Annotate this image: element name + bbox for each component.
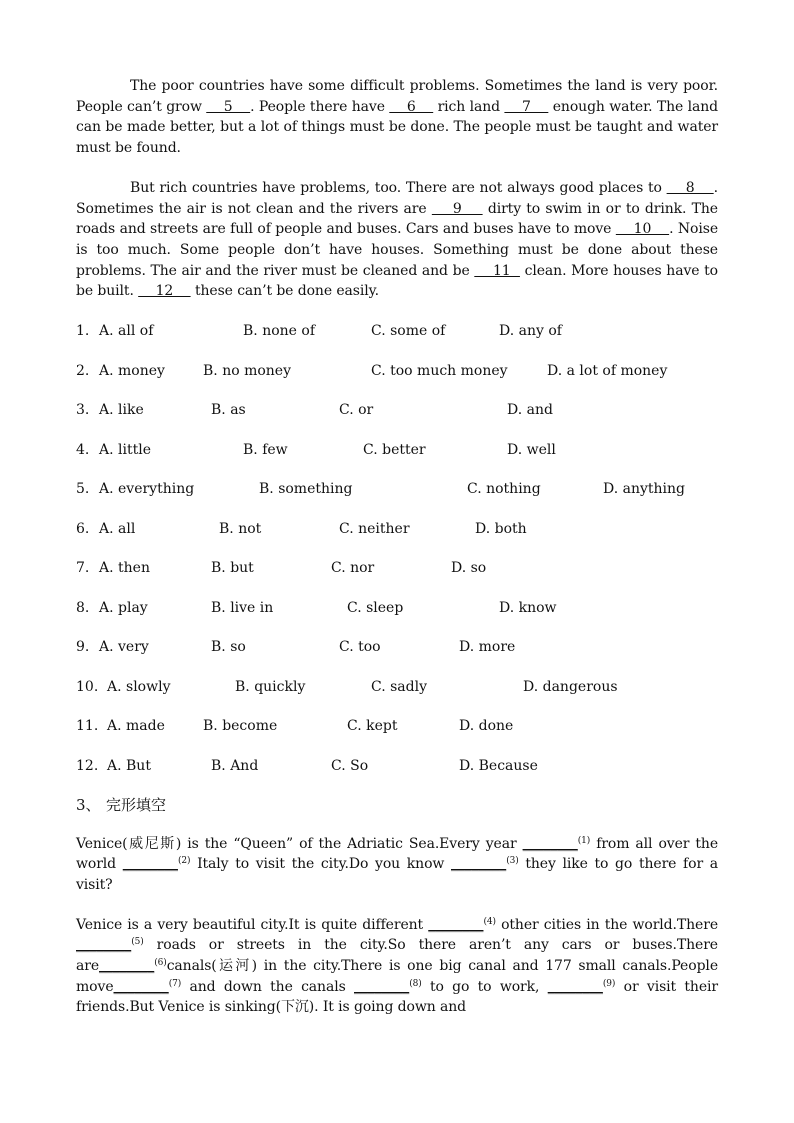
option-d[interactable]: D. well: [507, 441, 556, 458]
option-row-3: [76, 400, 718, 420]
option-a[interactable]: A. slowly: [107, 678, 171, 695]
blank-number: (4): [483, 916, 496, 927]
option-b[interactable]: B. become: [203, 718, 278, 735]
blank-number: (9): [602, 978, 616, 989]
blank-number: (3): [506, 856, 519, 867]
option-row-9: [76, 637, 718, 657]
option-number: 3.: [76, 402, 90, 419]
option-row-5: [76, 479, 718, 499]
text: But rich countries have problems, too. There are not always good places to: [130, 179, 667, 196]
option-a[interactable]: A. But: [107, 757, 151, 774]
blank-number: (1): [577, 835, 591, 846]
blank-number: (7): [168, 978, 182, 989]
option-row-11: [76, 716, 718, 736]
text: dirty to swim in or to drink. The roads and streets are full of people and buses. Cars and buses have to move: [76, 200, 718, 238]
passage1-paragraph1: [76, 76, 718, 159]
passage2-paragraph2: [76, 915, 718, 1019]
option-number: 1.: [76, 323, 90, 340]
text: enough water. The land can be made better, but a lot of things must be done. The people must be taught and water must be found.: [76, 98, 718, 157]
option-d[interactable]: D. a lot of money: [547, 362, 668, 379]
option-d[interactable]: D. Because: [459, 757, 538, 774]
text: clean. More houses have to be built.: [76, 262, 718, 300]
blank-8b[interactable]: ________: [354, 978, 410, 995]
option-row-10: [76, 677, 718, 697]
passage1-paragraph2: [76, 178, 718, 302]
option-number: 4.: [76, 441, 90, 458]
option-b[interactable]: B. And: [211, 757, 259, 774]
option-a[interactable]: A. made: [107, 718, 165, 735]
option-a[interactable]: A. then: [99, 560, 150, 577]
text: . Noise is too much. Some people don’t have houses. Something must be done about these problems. The air and the river must be cleaned and be: [76, 221, 719, 279]
option-a[interactable]: A. play: [99, 599, 148, 616]
passage2-paragraph1: [76, 834, 718, 896]
option-number: 6.: [76, 520, 90, 537]
option-c[interactable]: C. or: [339, 402, 374, 419]
option-row-1: [76, 321, 718, 341]
option-number: 11.: [76, 718, 99, 735]
option-row-4: [76, 440, 718, 460]
option-d[interactable]: D. and: [507, 402, 553, 419]
option-number: 9.: [76, 639, 90, 656]
blank-11[interactable]: 11: [474, 262, 520, 279]
option-a[interactable]: A. money: [99, 362, 165, 379]
option-c[interactable]: C. sadly: [371, 678, 427, 695]
option-b[interactable]: B. live in: [211, 599, 274, 616]
option-d[interactable]: D. both: [475, 520, 527, 537]
option-number: 12.: [76, 757, 99, 774]
blank-number: (2): [177, 856, 191, 867]
option-c[interactable]: C. nor: [331, 560, 375, 577]
section-number: 3、: [76, 795, 101, 814]
option-b[interactable]: B. few: [243, 441, 288, 458]
option-row-8: [76, 598, 718, 618]
option-number: 10.: [76, 678, 99, 695]
option-c[interactable]: C. nothing: [467, 481, 541, 498]
option-number: 5.: [76, 481, 90, 498]
option-b[interactable]: B. quickly: [235, 678, 306, 695]
option-a[interactable]: A. little: [99, 441, 151, 458]
text: and down the canals: [181, 978, 354, 995]
text: . Sometimes the air is not clean and the rivers are: [76, 179, 719, 217]
section-title: 完形填空: [106, 795, 167, 814]
option-row-2: [76, 361, 718, 381]
option-b[interactable]: B. so: [211, 639, 246, 656]
option-d[interactable]: D. done: [459, 718, 514, 735]
option-d[interactable]: D. more: [459, 639, 516, 656]
option-c[interactable]: C. kept: [347, 718, 398, 735]
option-b[interactable]: B. something: [259, 481, 353, 498]
option-b[interactable]: B. but: [211, 560, 254, 577]
option-c[interactable]: C. better: [363, 441, 426, 458]
option-c[interactable]: C. too much money: [371, 362, 508, 379]
option-b[interactable]: B. none of: [243, 323, 315, 340]
option-row-7: [76, 558, 718, 578]
option-a[interactable]: A. very: [99, 639, 149, 656]
option-a[interactable]: A. all: [99, 520, 136, 537]
blank-5[interactable]: 5: [206, 98, 251, 115]
option-c[interactable]: C. So: [331, 757, 369, 774]
blank-number: (6): [154, 958, 167, 969]
option-number: 2.: [76, 362, 90, 379]
option-a[interactable]: A. everything: [99, 481, 195, 498]
text: to go to work,: [421, 978, 548, 995]
option-d[interactable]: D. any of: [499, 323, 562, 340]
blank-9[interactable]: 9: [431, 200, 483, 217]
text: Venice(威尼斯) is the “Queen” of the Adriatic Sea.Every year: [76, 835, 523, 852]
blank-1[interactable]: ________: [522, 835, 578, 852]
blank-6[interactable]: 6: [389, 98, 434, 115]
option-b[interactable]: B. no money: [203, 362, 291, 379]
section-heading: [76, 795, 718, 815]
option-d[interactable]: D. dangerous: [523, 678, 618, 695]
option-d[interactable]: D. anything: [603, 481, 685, 498]
option-a[interactable]: A. like: [99, 402, 144, 419]
blank-7b[interactable]: ________: [113, 978, 169, 995]
text: from all over the world: [76, 835, 719, 873]
document-page: [76, 76, 718, 1018]
text: other cities in the world.There: [495, 916, 718, 933]
text: these can’t be done easily.: [190, 283, 379, 300]
option-c[interactable]: C. some of: [371, 323, 446, 340]
option-c[interactable]: C. too: [339, 639, 381, 656]
text: canals(运河) in the city.There is one big canal and 177 small canals.People move: [76, 958, 718, 995]
option-d[interactable]: D. know: [499, 599, 557, 616]
blank-5b[interactable]: ________: [76, 937, 132, 954]
options-list: [76, 321, 718, 776]
text: or visit their friends.But Venice is sinking(下沉). It is going down and: [76, 978, 718, 1016]
option-row-6: [76, 519, 718, 539]
blank-number: (8): [409, 978, 422, 989]
text: roads or streets in the city.So there aren’t any cars or buses.There are: [76, 937, 718, 975]
blank-4[interactable]: ________: [428, 916, 484, 933]
blank-7[interactable]: 7: [504, 98, 549, 115]
blank-number: (5): [131, 937, 144, 948]
text: they like to go there for a visit?: [76, 856, 718, 893]
text: The poor countries have some difficult problems. Sometimes the land is very poor. People can’t grow: [76, 78, 718, 115]
option-c[interactable]: C. sleep: [347, 599, 404, 616]
blank-10[interactable]: 10: [615, 221, 670, 238]
text: rich land: [433, 98, 505, 115]
option-number: 7.: [76, 560, 90, 577]
blank-6b[interactable]: ________: [99, 958, 155, 975]
text: . People there have: [250, 98, 390, 115]
blank-3[interactable]: ________: [451, 856, 507, 873]
option-d[interactable]: D. so: [451, 560, 487, 577]
blank-2[interactable]: ________: [122, 856, 178, 873]
option-row-12: [76, 756, 718, 776]
blank-12[interactable]: 12: [138, 283, 191, 300]
option-c[interactable]: C. neither: [339, 520, 410, 537]
option-number: 8.: [76, 599, 90, 616]
blank-9b[interactable]: ________: [547, 978, 603, 995]
option-b[interactable]: B. not: [219, 520, 262, 537]
option-a[interactable]: A. all of: [99, 323, 154, 340]
text: Venice is a very beautiful city.It is quite different: [76, 916, 429, 933]
option-b[interactable]: B. as: [211, 402, 246, 419]
blank-8[interactable]: 8: [666, 179, 714, 196]
text: Italy to visit the city.Do you know: [190, 856, 451, 873]
